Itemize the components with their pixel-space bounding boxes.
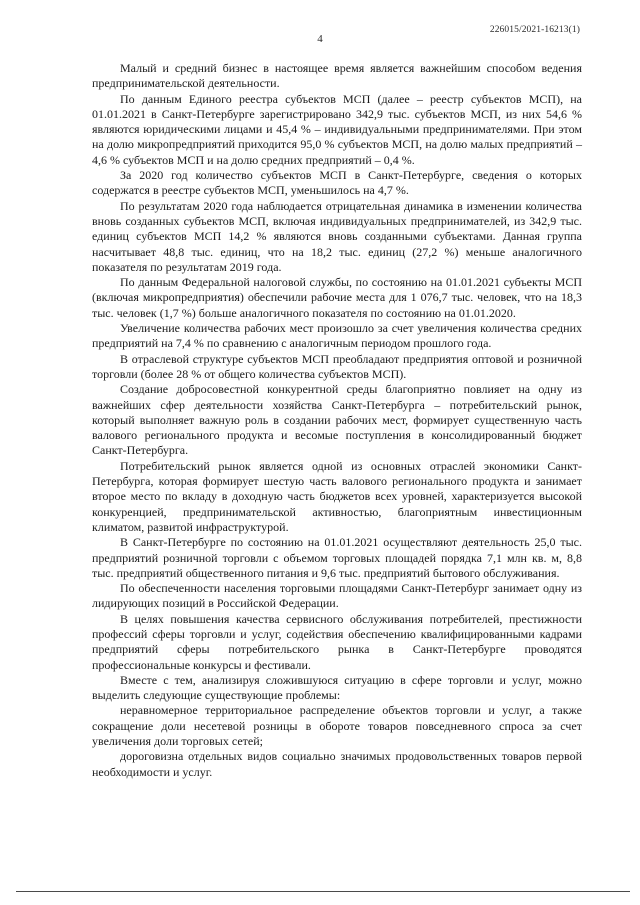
list-item-problem: дороговизна отдельных видов социально значимых продовольственных товаров первой необходимости и услуг.	[92, 749, 582, 779]
paragraph: По данным Единого реестра субъектов МСП (далее – реестр субъектов МСП), на 01.01.2021 в Санкт-Петербурге зарегистрировано 342,9 тыс. субъектов МСП, из них 54,6 % являются юридическими лицами и 45,4 % – индивидуальными предпринимателями. При этом на долю микропредприятий приходится 95,0 % субъектов МСП, на долю малых предприятий – 4,6 % субъектов МСП и на долю средних предприятий – 0,4 %.	[92, 91, 582, 167]
scan-edge-line	[16, 891, 630, 892]
document-body	[92, 61, 582, 780]
paragraph: Вместе с тем, анализируя сложившуюся ситуацию в сфере торговли и услуг, можно выделить следующие существующие проблемы:	[92, 672, 582, 703]
paragraph: Создание добросовестной конкурентной среды благоприятно повлияет на одну из важнейших сфер деятельности хозяйства Санкт-Петербурга – потребительский рынок, который выполняет важную роль в создании рабочих мест, формирует существенную часть валового регионального продукта и весомые поступления в консолидированный бюджет Санкт-Петербурга.	[92, 382, 582, 458]
paragraph: В отраслевой структуре субъектов МСП преобладают предприятия оптовой и розничной торговли (более 28 % от общего количества субъектов МСП).	[92, 351, 582, 381]
page-number: 4	[317, 33, 323, 45]
paragraph: Увеличение количества рабочих мест произошло за счет увеличения количества средних предприятий на 7,4 % по сравнению с аналогичным периодом прошлого года.	[92, 321, 582, 351]
paragraph: Потребительский рынок является одной из основных отраслей экономики Санкт-Петербурга, которая формирует шестую часть валового регионального продукта и занимает второе место по вкладу в доходную часть бюджетов всех уровней, характеризуется высокой конкуренцией, предпринимательской активностью, благоприятным инвестиционным климатом, развитой инфраструктурой.	[92, 458, 582, 534]
paragraph: По данным Федеральной налоговой службы, по состоянию на 01.01.2021 субъекты МСП (включая микропредприятия) обеспечили рабочие места для 1 076,7 тыс. человек, что на 18,3 тыс. человек (1,7 %) больше аналогичного показателя по состоянию на 01.01.2020.	[92, 275, 582, 320]
paragraph: По обеспеченности населения торговыми площадями Санкт-Петербург занимает одну из лидирующих позиций в Российской Федерации.	[92, 581, 582, 611]
paragraph: По результатам 2020 года наблюдается отрицательная динамика в изменении количества вновь созданных субъектов МСП, включая индивидуальных предпринимателей, из 342,9 тыс. единиц субъектов МСП 14,2 % являются вновь созданными субъектами. Данная группа насчитывает 48,8 тыс. единиц, что на 18,2 тыс. единиц (27,2 %) меньше аналогичного показателя по результатам 2019 года.	[92, 198, 582, 274]
paragraph: В Санкт-Петербурге по состоянию на 01.01.2021 осуществляют деятельность 25,0 тыс. предприятий розничной торговли с объемом торговых площадей порядка 7,1 млн кв. м, 8,8 тыс. предприятий общественного питания и 9,6 тыс. предприятий бытового обслуживания.	[92, 535, 582, 580]
list-item-problem: неравномерное территориальное распределение объектов торговли и услуг, а также сокращение доли несетевой розницы в обороте товаров повседневного спроса за счет увеличения доли торговых сетей;	[92, 703, 582, 749]
paragraph: Малый и средний бизнес в настоящее время является важнейшим способом ведения предпринимательской деятельности.	[92, 61, 582, 91]
document-code: 226015/2021-16213(1)	[489, 25, 580, 35]
paragraph: В целях повышения качества сервисного обслуживания потребителей, престижности профессий сферы торговли и услуг, содействия обеспечению квалифицированными кадрами предприятий сферы потребительского рынка в Санкт-Петербурге проводятся профессиональные конкурсы и фестивали.	[92, 611, 582, 672]
paragraph: За 2020 год количество субъектов МСП в Санкт-Петербурге, сведения о которых содержатся в реестре субъектов МСП, уменьшилось на 4,7 %.	[92, 168, 582, 198]
